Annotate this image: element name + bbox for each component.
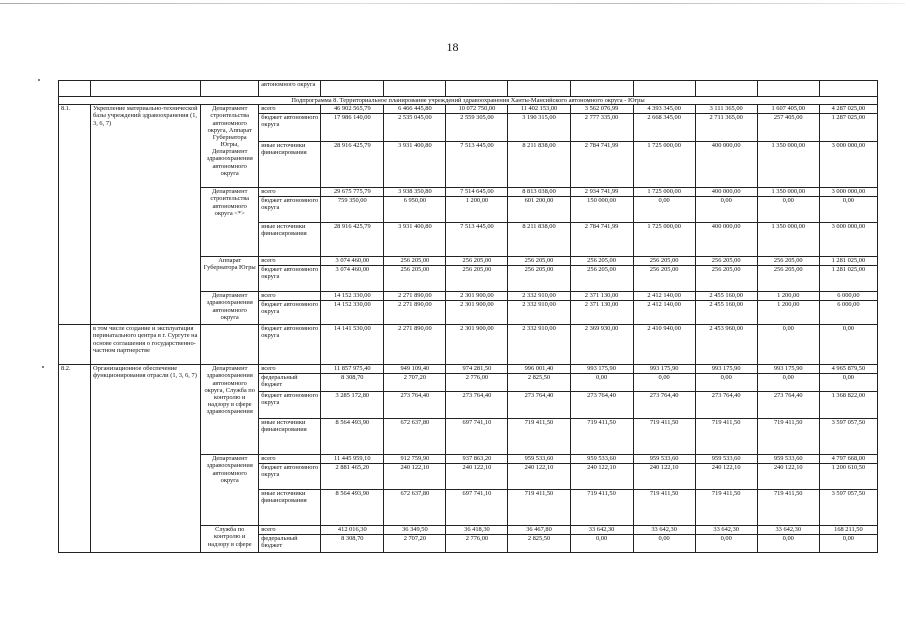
value-cell: 3 931 400,80 xyxy=(384,142,446,188)
value-cell: 8 308,70 xyxy=(321,535,384,553)
value-cell: 0,00 xyxy=(695,374,757,392)
value-cell: 256 205,00 xyxy=(633,266,695,292)
value-cell: 2 369 930,00 xyxy=(570,325,633,365)
value-cell: 3 074 460,00 xyxy=(321,257,384,266)
value-cell: 256 205,00 xyxy=(695,266,757,292)
value-cell: 256 205,00 xyxy=(384,257,446,266)
value-cell: 36 418,30 xyxy=(446,526,508,535)
source-cell: федеральный бюджет xyxy=(259,535,321,553)
value-cell: 256 205,00 xyxy=(508,266,570,292)
value-cell: 33 642,30 xyxy=(633,526,695,535)
value-cell: 719 411,50 xyxy=(757,419,819,455)
value-cell: 28 916 425,79 xyxy=(321,223,384,257)
source-cell: всего xyxy=(259,455,321,464)
value-cell: 273 764,40 xyxy=(695,392,757,419)
value-cell: 4 797 668,00 xyxy=(819,455,877,464)
source-cell: всего xyxy=(259,105,321,114)
scan-edge-line xyxy=(0,3,905,4)
value-cell: 719 411,50 xyxy=(633,490,695,526)
value-cell: 4 393 345,00 xyxy=(633,105,695,114)
value-cell: 2 332 910,00 xyxy=(508,325,570,365)
value-cell: 3 931 400,80 xyxy=(384,223,446,257)
value-cell: 3 000 000,00 xyxy=(819,142,877,188)
value-cell: 3 597 057,50 xyxy=(819,419,877,455)
value-cell: 0,00 xyxy=(819,197,877,223)
table-row xyxy=(59,325,878,365)
source-cell: всего xyxy=(259,365,321,374)
value-cell: 33 642,30 xyxy=(695,526,757,535)
value-cell: 8 308,70 xyxy=(321,374,384,392)
value-cell: 3 000 000,00 xyxy=(819,223,877,257)
value-cell: 3 938 350,80 xyxy=(384,188,446,197)
value-cell: 2 535 045,00 xyxy=(384,114,446,142)
value-cell: 719 411,50 xyxy=(570,490,633,526)
value-cell: 993 175,90 xyxy=(633,365,695,374)
value-cell: 3 000 000,00 xyxy=(819,188,877,197)
item-number: 8.1. xyxy=(59,105,91,325)
value-cell: 2 707,20 xyxy=(384,535,446,553)
value-cell: 0,00 xyxy=(757,535,819,553)
value-cell: 1 607 405,00 xyxy=(757,105,819,114)
value-cell: 7 513 445,00 xyxy=(446,223,508,257)
value-cell: 8 564 493,90 xyxy=(321,419,384,455)
value-cell: 601 200,00 xyxy=(508,197,570,223)
value-cell: 2 371 130,00 xyxy=(570,292,633,301)
value-cell: 2 784 741,99 xyxy=(570,223,633,257)
table-row xyxy=(59,105,878,114)
value-cell: 959 533,60 xyxy=(633,455,695,464)
value-cell: 4 965 879,50 xyxy=(819,365,877,374)
value-cell: 33 642,30 xyxy=(570,526,633,535)
value-cell: 1 281 025,00 xyxy=(819,257,877,266)
value-cell: 2 271 890,00 xyxy=(384,325,446,365)
value-cell: 257 405,00 xyxy=(757,114,819,142)
value-cell: 2 711 365,00 xyxy=(695,114,757,142)
value-cell: 256 205,00 xyxy=(695,257,757,266)
executor-cell: Департамент здравоохранения автономного округа xyxy=(201,292,259,325)
value-cell: 256 205,00 xyxy=(508,257,570,266)
value-cell: 959 533,60 xyxy=(757,455,819,464)
value-cell: 1 725 000,00 xyxy=(633,223,695,257)
value-cell: 273 764,40 xyxy=(384,392,446,419)
source-cell: всего xyxy=(259,257,321,266)
value-cell: 0,00 xyxy=(695,535,757,553)
source-cell: иные источники финансирования xyxy=(259,142,321,188)
value-cell: 2 455 160,00 xyxy=(695,301,757,325)
value-cell: 0,00 xyxy=(757,325,819,365)
value-cell: 0,00 xyxy=(570,374,633,392)
value-cell: 11 402 153,00 xyxy=(508,105,570,114)
value-cell: 0,00 xyxy=(819,374,877,392)
source-cell: бюджет автономного округа xyxy=(259,392,321,419)
value-cell: 273 764,40 xyxy=(757,392,819,419)
table-row xyxy=(59,365,878,374)
value-cell: 8 211 838,00 xyxy=(508,223,570,257)
value-cell: 719 411,50 xyxy=(695,419,757,455)
value-cell: 36 467,80 xyxy=(508,526,570,535)
value-cell: 2 934 741,99 xyxy=(570,188,633,197)
source-cell: иные источники финансирования xyxy=(259,419,321,455)
value-cell: 14 152 330,00 xyxy=(321,292,384,301)
value-cell: 959 533,60 xyxy=(508,455,570,464)
value-cell: 6 466 445,80 xyxy=(384,105,446,114)
value-cell: 672 637,80 xyxy=(384,419,446,455)
value-cell: 912 759,90 xyxy=(384,455,446,464)
value-cell: 6 000,00 xyxy=(819,292,877,301)
value-cell: 400 000,00 xyxy=(695,223,757,257)
value-cell: 2 784 741,99 xyxy=(570,142,633,188)
value-cell: 3 074 460,00 xyxy=(321,266,384,292)
value-cell: 240 122,10 xyxy=(384,464,446,490)
value-cell: 168 211,50 xyxy=(819,526,877,535)
value-cell: 3 111 365,00 xyxy=(695,105,757,114)
item-number: 8.2. xyxy=(59,365,91,553)
value-cell: 1 350 000,00 xyxy=(757,142,819,188)
source-cell: бюджет автономного округа xyxy=(259,301,321,325)
value-cell: 1 200,00 xyxy=(757,301,819,325)
value-cell: 2 825,50 xyxy=(508,374,570,392)
value-cell: 2 410 940,00 xyxy=(633,325,695,365)
value-cell: 1 200,00 xyxy=(446,197,508,223)
value-cell: 0,00 xyxy=(819,535,877,553)
value-cell: 996 001,40 xyxy=(508,365,570,374)
value-cell: 8 564 493,90 xyxy=(321,490,384,526)
source-cell: бюджет автономного округа xyxy=(259,114,321,142)
value-cell: 974 281,50 xyxy=(446,365,508,374)
value-cell: 1 281 025,00 xyxy=(819,266,877,292)
value-cell: 256 205,00 xyxy=(446,266,508,292)
value-cell: 2 776,00 xyxy=(446,374,508,392)
value-cell: 273 764,40 xyxy=(633,392,695,419)
value-cell: 8 211 838,00 xyxy=(508,142,570,188)
value-cell: 14 141 530,00 xyxy=(321,325,384,365)
source-cell: автономного округа xyxy=(259,81,321,97)
subprogram-title-row xyxy=(59,97,878,105)
value-cell: 412 016,30 xyxy=(321,526,384,535)
value-cell: 1 725 000,00 xyxy=(633,142,695,188)
value-cell: 719 411,50 xyxy=(757,490,819,526)
value-cell: 3 285 172,80 xyxy=(321,392,384,419)
value-cell: 17 986 140,00 xyxy=(321,114,384,142)
value-cell: 2 301 900,00 xyxy=(446,292,508,301)
value-cell: 1 350 000,00 xyxy=(757,188,819,197)
value-cell: 0,00 xyxy=(757,197,819,223)
value-cell: 3 190 315,00 xyxy=(508,114,570,142)
value-cell: 7 514 645,00 xyxy=(446,188,508,197)
value-cell: 719 411,50 xyxy=(633,419,695,455)
source-cell: иные источники финансирования xyxy=(259,223,321,257)
value-cell: 29 675 775,79 xyxy=(321,188,384,197)
value-cell: 8 813 038,00 xyxy=(508,188,570,197)
source-cell: бюджет автономного округа xyxy=(259,464,321,490)
value-cell: 28 916 425,79 xyxy=(321,142,384,188)
value-cell: 256 205,00 xyxy=(757,257,819,266)
value-cell: 256 205,00 xyxy=(384,266,446,292)
value-cell: 2 412 140,00 xyxy=(633,292,695,301)
value-cell: 46 902 565,79 xyxy=(321,105,384,114)
value-cell: 2 271 890,00 xyxy=(384,301,446,325)
source-cell: всего xyxy=(259,526,321,535)
value-cell: 14 152 330,00 xyxy=(321,301,384,325)
value-cell: 959 533,60 xyxy=(570,455,633,464)
value-cell: 2 301 900,00 xyxy=(446,301,508,325)
value-cell: 2 412 140,00 xyxy=(633,301,695,325)
value-cell: 273 764,40 xyxy=(508,392,570,419)
measure-cell: Организационное обеспечение функционирования отрасли (1, 3, 6, 7) xyxy=(91,365,201,553)
executor-cell: Департамент здравоохранения автономного округа xyxy=(201,455,259,526)
value-cell: 959 533,60 xyxy=(695,455,757,464)
value-cell: 273 764,40 xyxy=(446,392,508,419)
value-cell: 672 637,80 xyxy=(384,490,446,526)
executor-cell: Аппарат Губернатора Югры xyxy=(201,257,259,292)
value-cell: 2 371 130,00 xyxy=(570,301,633,325)
value-cell: 0,00 xyxy=(695,197,757,223)
value-cell: 256 205,00 xyxy=(757,266,819,292)
value-cell: 256 205,00 xyxy=(633,257,695,266)
value-cell: 33 642,30 xyxy=(757,526,819,535)
value-cell: 1 350 000,00 xyxy=(757,223,819,257)
value-cell: 1 287 025,00 xyxy=(819,114,877,142)
value-cell: 240 122,10 xyxy=(570,464,633,490)
value-cell: 240 122,10 xyxy=(757,464,819,490)
value-cell: 697 741,10 xyxy=(446,490,508,526)
value-cell: 150 000,00 xyxy=(570,197,633,223)
value-cell: 759 350,00 xyxy=(321,197,384,223)
value-cell: 2 776,00 xyxy=(446,535,508,553)
value-cell: 1 725 000,00 xyxy=(633,188,695,197)
subprogram-title: Подпрограмма 8. Территориальное планирование учреждений здравоохранения Ханты-Мансийского автономного округа - Югры xyxy=(59,97,878,105)
value-cell: 256 205,00 xyxy=(446,257,508,266)
value-cell: 0,00 xyxy=(633,535,695,553)
value-cell: 2 668 345,00 xyxy=(633,114,695,142)
source-cell: всего xyxy=(259,292,321,301)
source-cell: бюджет автономного округа xyxy=(259,197,321,223)
value-cell: 240 122,10 xyxy=(695,464,757,490)
value-cell: 3 597 057,50 xyxy=(819,490,877,526)
value-cell: 10 072 750,00 xyxy=(446,105,508,114)
value-cell: 0,00 xyxy=(570,535,633,553)
value-cell: 6 950,00 xyxy=(384,197,446,223)
value-cell: 256 205,00 xyxy=(570,257,633,266)
value-cell: 2 881 465,20 xyxy=(321,464,384,490)
value-cell: 2 777 335,00 xyxy=(570,114,633,142)
value-cell: 2 301 900,00 xyxy=(446,325,508,365)
value-cell: 697 741,10 xyxy=(446,419,508,455)
table-row xyxy=(59,81,878,97)
value-cell: 36 349,50 xyxy=(384,526,446,535)
value-cell: 1 200,00 xyxy=(757,292,819,301)
value-cell: 2 332 910,00 xyxy=(508,292,570,301)
value-cell: 3 562 076,99 xyxy=(570,105,633,114)
value-cell: 719 411,50 xyxy=(508,490,570,526)
scan-speck xyxy=(38,79,40,81)
value-cell: 6 000,00 xyxy=(819,301,877,325)
value-cell: 2 332 910,00 xyxy=(508,301,570,325)
value-cell: 4 287 025,00 xyxy=(819,105,877,114)
value-cell: 2 825,50 xyxy=(508,535,570,553)
value-cell: 7 513 445,00 xyxy=(446,142,508,188)
value-cell: 2 271 890,00 xyxy=(384,292,446,301)
value-cell: 1 368 822,00 xyxy=(819,392,877,419)
measure-cell: Укрепление материально-технической базы учреждений здравоохранения (1, 3, 6, 7) xyxy=(91,105,201,325)
executor-cell: Служба по контролю и надзору в сфере xyxy=(201,526,259,553)
value-cell: 2 707,20 xyxy=(384,374,446,392)
value-cell: 993 175,90 xyxy=(757,365,819,374)
value-cell: 2 559 305,00 xyxy=(446,114,508,142)
value-cell: 11 857 975,40 xyxy=(321,365,384,374)
value-cell: 273 764,40 xyxy=(570,392,633,419)
source-cell: федеральный бюджет xyxy=(259,374,321,392)
value-cell: 993 175,90 xyxy=(695,365,757,374)
value-cell: 719 411,50 xyxy=(695,490,757,526)
value-cell: 240 122,10 xyxy=(446,464,508,490)
measure-cell: в том числе создание и эксплуатация перинатального центра в г. Сургуте на основе соглашения о государственно-частном партнерстве xyxy=(91,325,201,365)
value-cell: 256 205,00 xyxy=(570,266,633,292)
scan-speck xyxy=(42,366,44,368)
value-cell: 993 175,90 xyxy=(570,365,633,374)
value-cell: 2 453 960,00 xyxy=(695,325,757,365)
source-cell: бюджет автономного округа xyxy=(259,266,321,292)
value-cell: 0,00 xyxy=(633,374,695,392)
executor-cell: Департамент строительства автономного округа <*> xyxy=(201,188,259,257)
page-number: 18 xyxy=(446,40,459,54)
value-cell: 2 455 160,00 xyxy=(695,292,757,301)
value-cell: 240 122,10 xyxy=(508,464,570,490)
executor-cell: Департамент здравоохранения автономного округа, Служба по контролю и надзору в сфере здравоохранения xyxy=(201,365,259,455)
source-cell: всего xyxy=(259,188,321,197)
value-cell: 1 200 610,50 xyxy=(819,464,877,490)
value-cell: 0,00 xyxy=(633,197,695,223)
value-cell: 240 122,10 xyxy=(633,464,695,490)
value-cell: 11 445 959,10 xyxy=(321,455,384,464)
executor-cell: Департамент строительства автономного округа, Аппарат Губернатора Югры, Департамент здравоохранения автономного округа xyxy=(201,105,259,188)
value-cell: 0,00 xyxy=(757,374,819,392)
value-cell: 400 000,00 xyxy=(695,142,757,188)
value-cell: 400 000,00 xyxy=(695,188,757,197)
value-cell: 719 411,50 xyxy=(508,419,570,455)
budget-table xyxy=(58,80,878,553)
value-cell: 937 863,20 xyxy=(446,455,508,464)
value-cell: 719 411,50 xyxy=(570,419,633,455)
source-cell: бюджет автономного округа xyxy=(259,325,321,365)
value-cell: 0,00 xyxy=(819,325,877,365)
value-cell: 949 109,40 xyxy=(384,365,446,374)
source-cell: иные источники финансирования xyxy=(259,490,321,526)
